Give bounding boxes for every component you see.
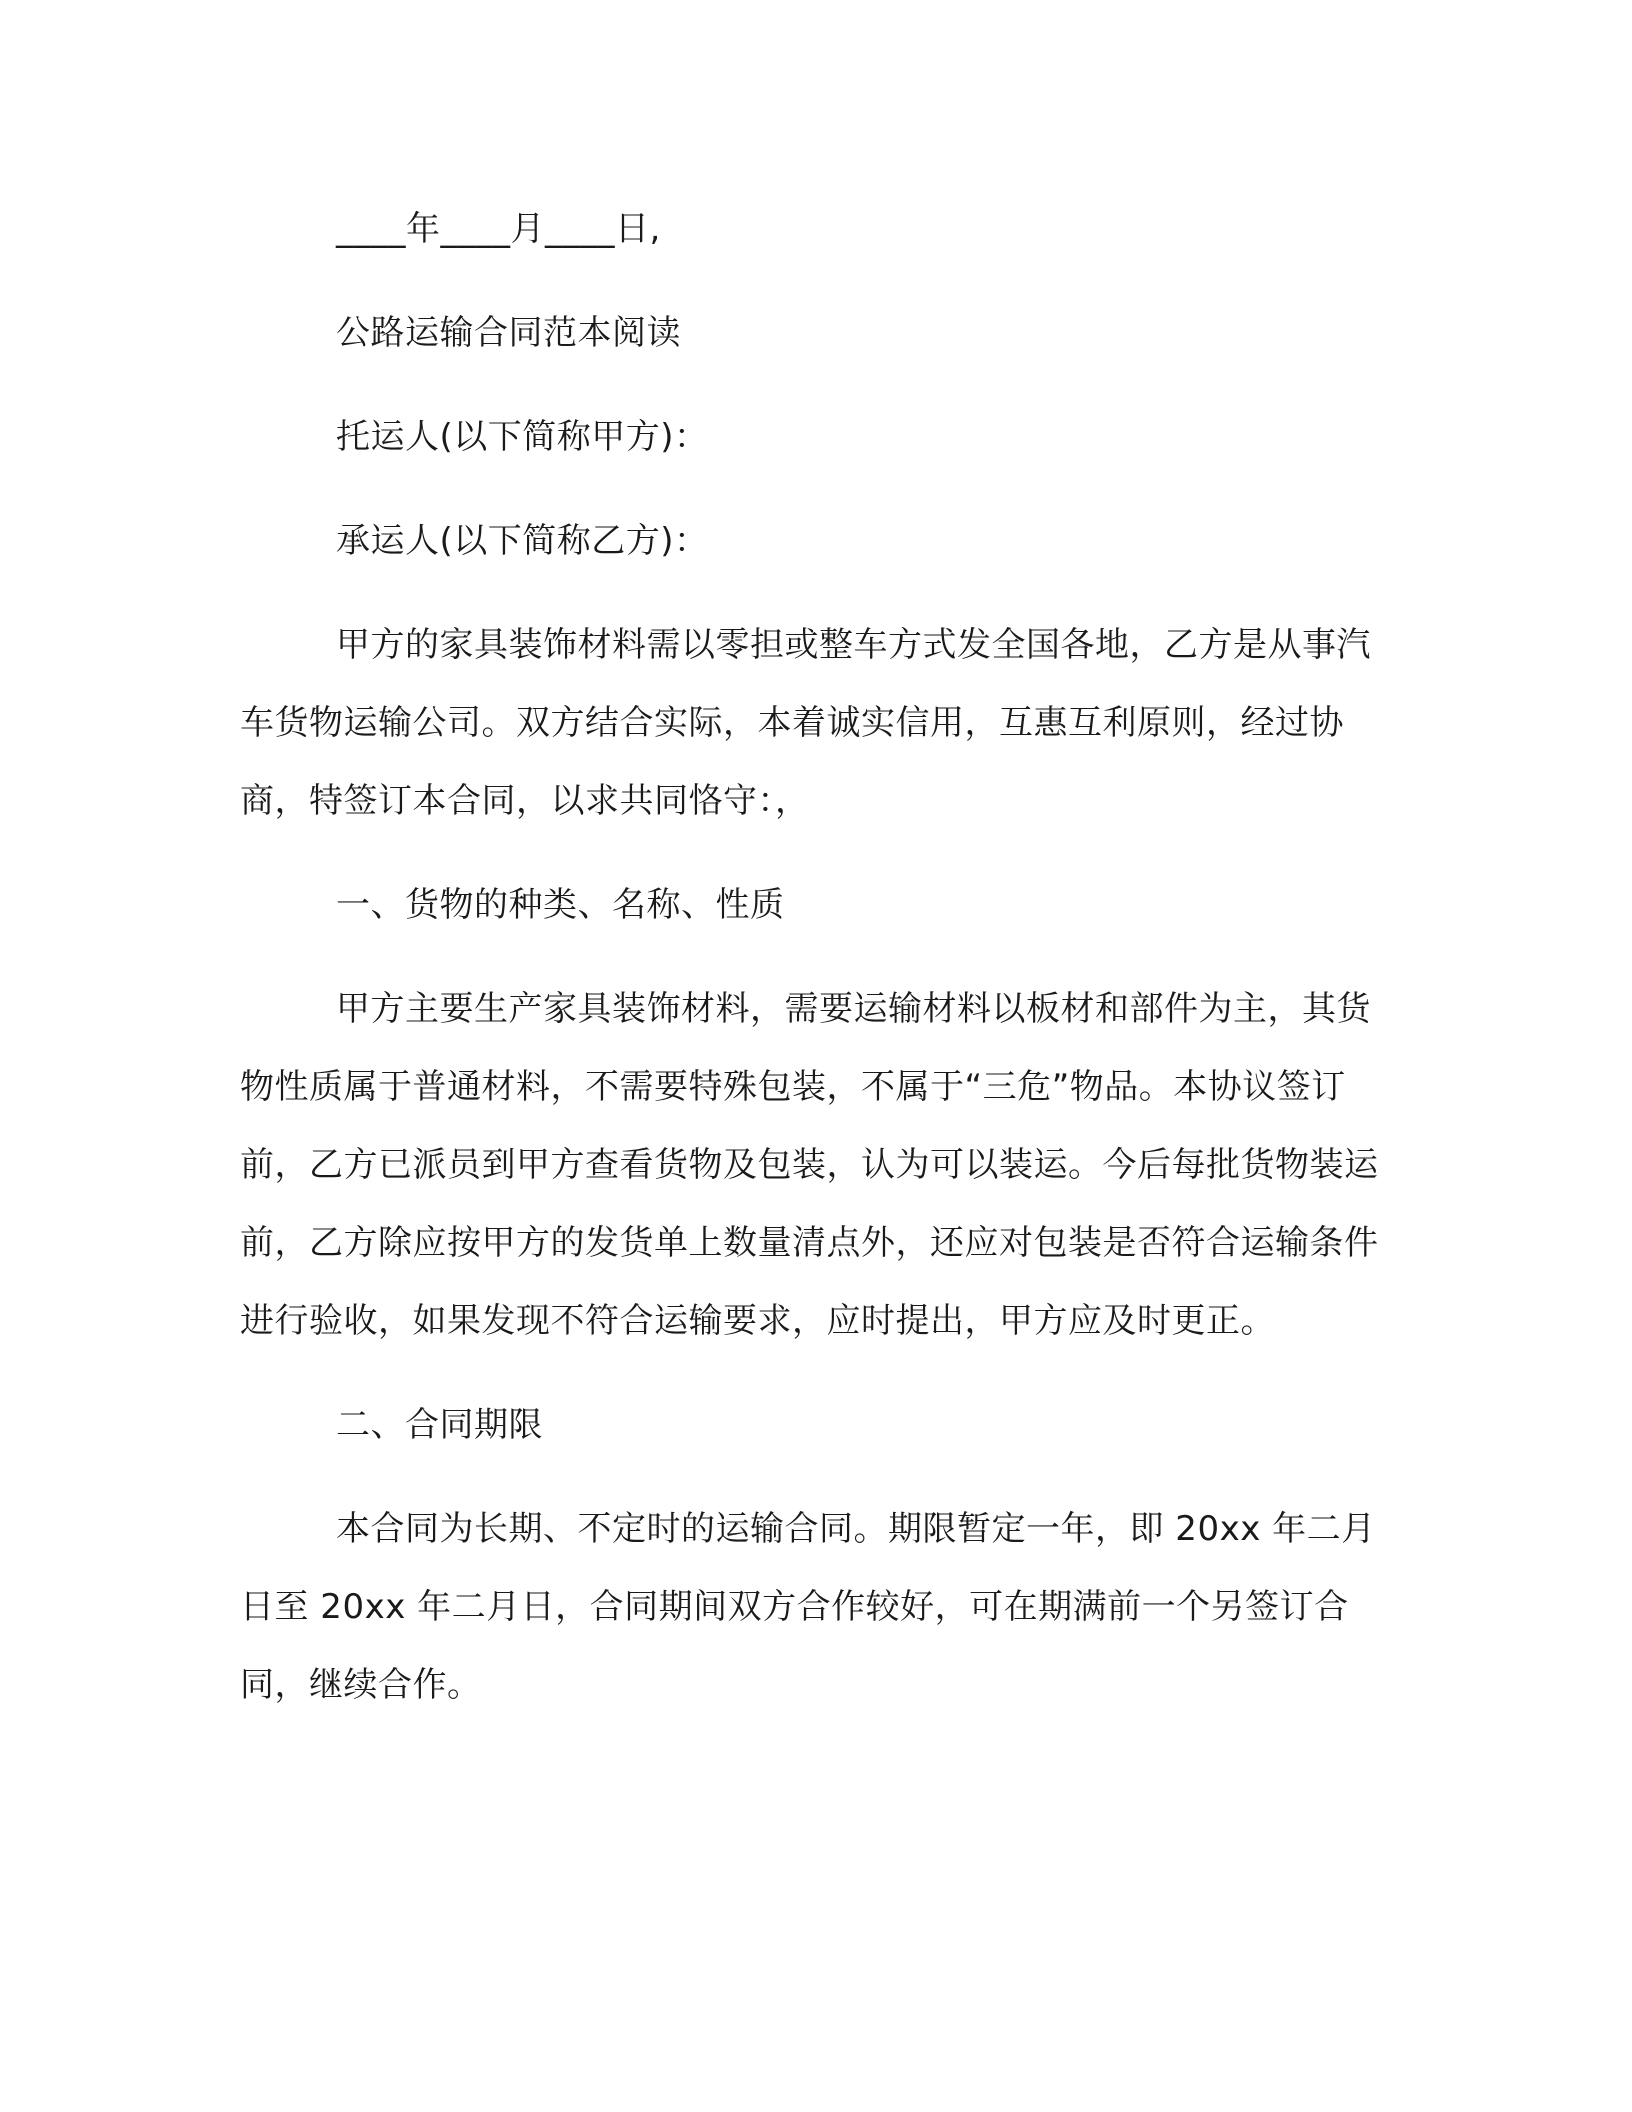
section-2-heading: 二、合同期限 (336, 1405, 543, 1445)
document-title: 公路运输合同范本阅读 (336, 313, 681, 353)
date-line: ____年____月____日, (336, 209, 661, 249)
section-1-heading: 一、货物的种类、名称、性质 (336, 885, 785, 925)
intro-paragraph: 甲方的家具装饰材料需以零担或整车方式发全国各地，乙方是从事汽车货物运输公司。双方结合实际，本着诚实信用，互惠互利原则，经过协商，特签订本合同，以求共同恪守：， (240, 625, 1371, 821)
section-2-paragraph: 本合同为长期、不定时的运输合同。期限暂定一年，即 20xx 年二月日至 20xx 年二月日，合同期间双方合作较好，可在期满前一个另签订合同，继续合作。 (240, 1509, 1376, 1705)
party-a-line: 托运人(以下简称甲方)： (336, 417, 709, 457)
document-body (240, 190, 1380, 1750)
section-1-paragraph: 甲方主要生产家具装饰材料，需要运输材料以板材和部件为主，其货物性质属于普通材料，不需要特殊包装，不属于“三危”物品。本协议签订前，乙方已派员到甲方查看货物及包装，认为可以装运。今后每批货物装运前，乙方除应按甲方的发货单上数量清点外，还应对包装是否符合运输条件进行验收，如果发现不符合运输要求，应时提出，甲方应及时更正。 (240, 989, 1379, 1341)
party-b-line: 承运人(以下简称乙方)： (336, 521, 709, 561)
